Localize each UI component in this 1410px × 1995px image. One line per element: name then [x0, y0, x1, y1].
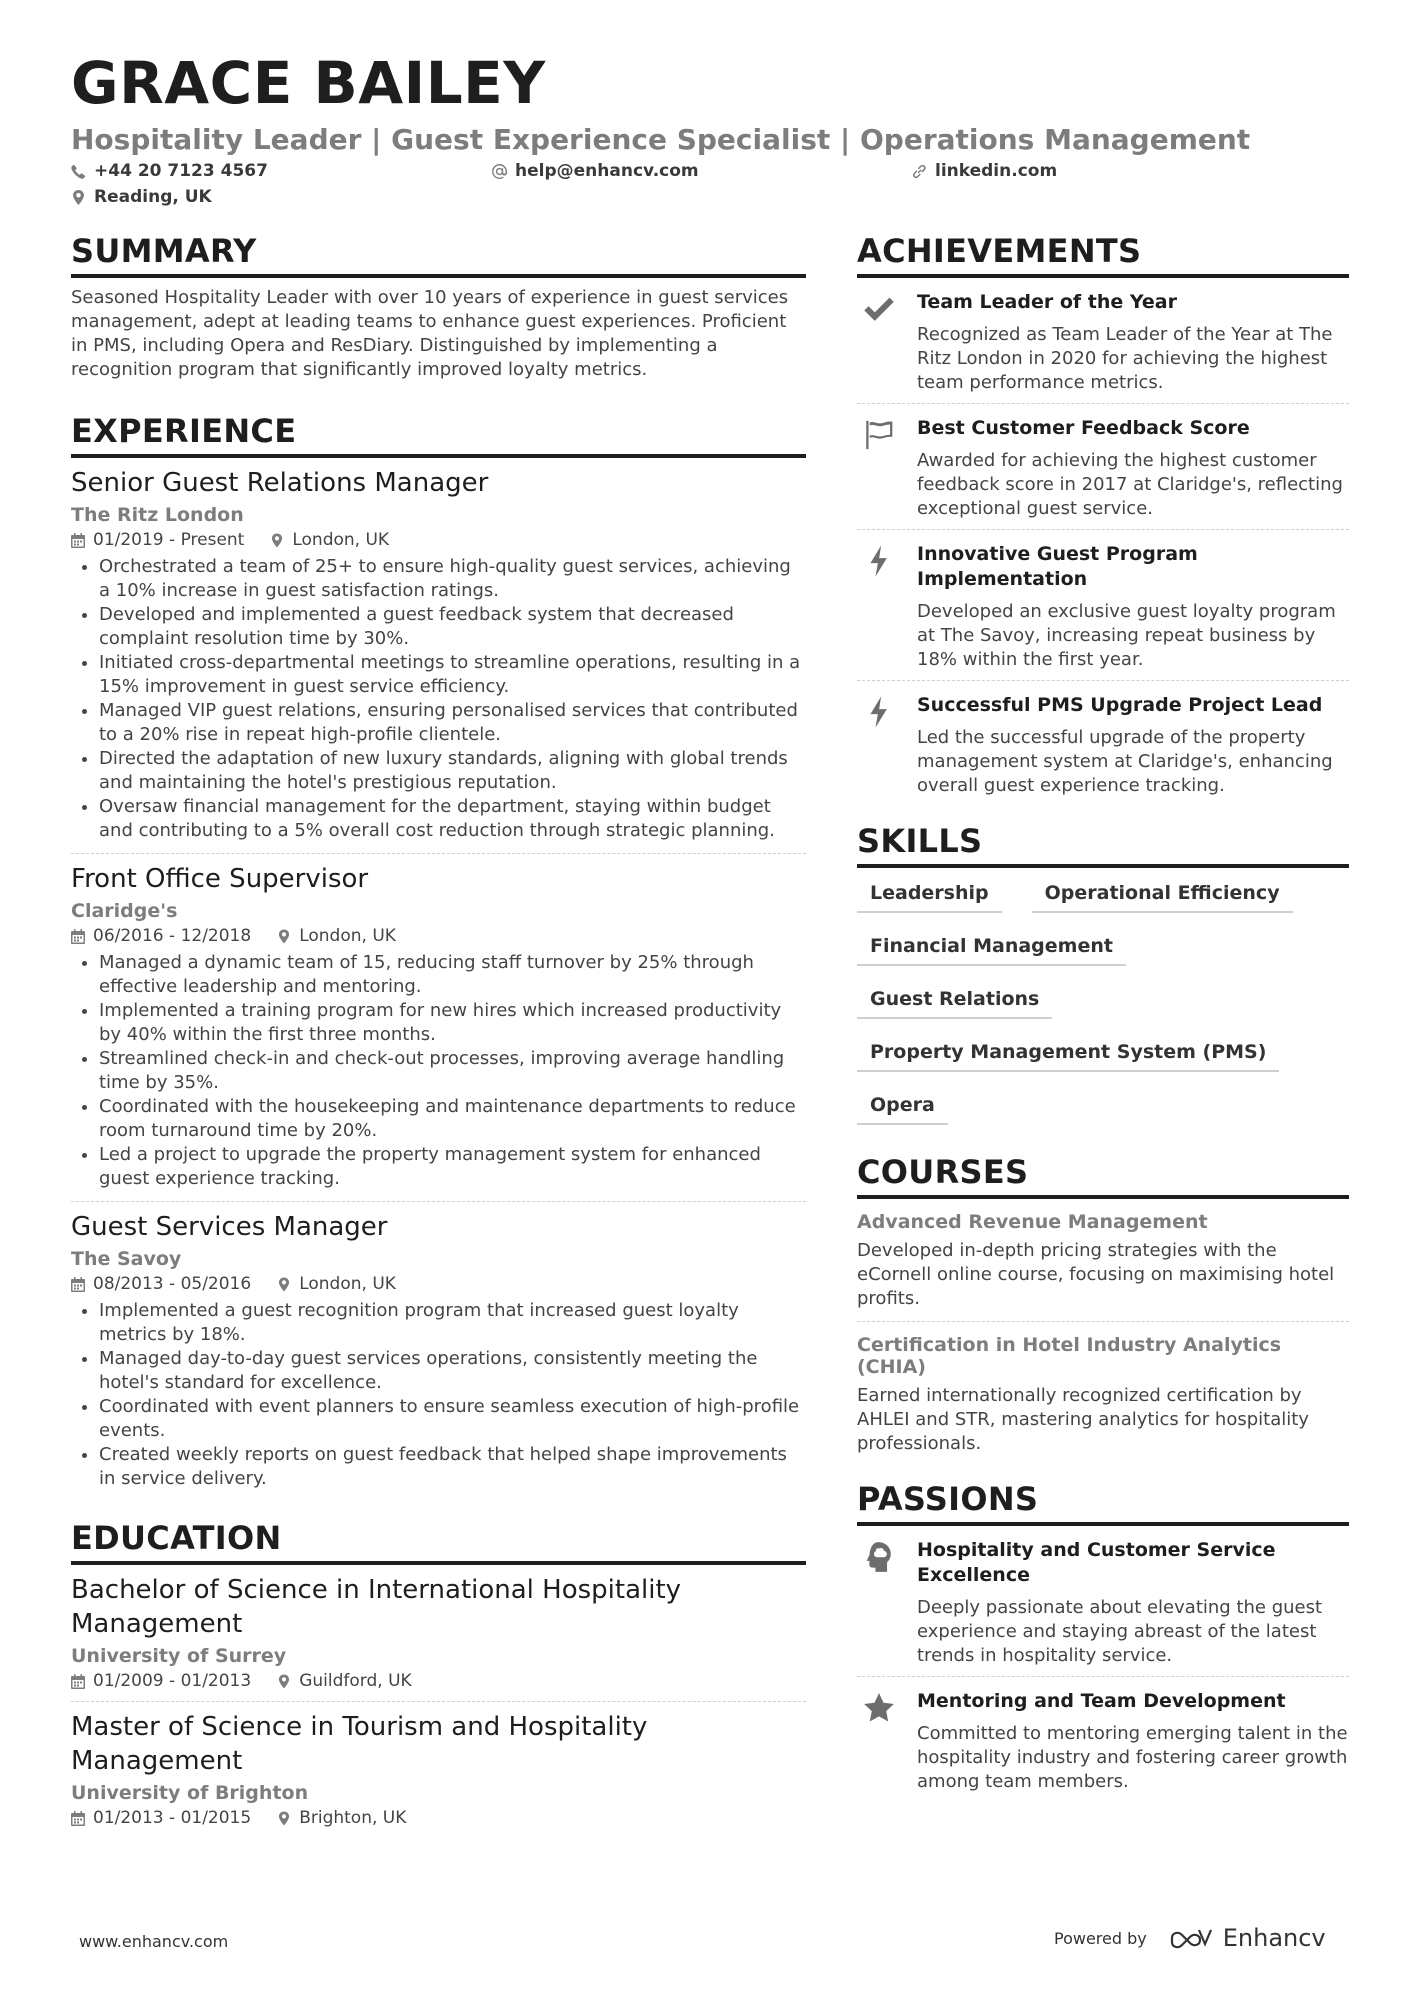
- skill-tag: Property Management System (PMS): [857, 1041, 1279, 1072]
- job-bullet: • Orchestrated a team of 25+ to ensure high-quality guest services, achieving a 10% increase in guest satisfaction ratings.: [99, 555, 806, 603]
- passion-title: Mentoring and Team Development: [917, 1690, 1286, 1712]
- education-dates-text: 01/2013 - 01/2015: [93, 1808, 252, 1828]
- achievement-item: [857, 530, 1349, 681]
- job-bullet: • Led a project to upgrade the property management system for enhanced guest experience tracking.: [99, 1143, 806, 1191]
- contact-linkedin[interactable]: [912, 161, 1057, 181]
- skill-tag: Opera: [857, 1094, 948, 1125]
- job-bullet: • Oversaw financial management for the department, staying within budget and contributing to a 5% overall cost reduction through strategic planning.: [99, 795, 806, 843]
- contact-phone[interactable]: [71, 161, 268, 181]
- skills-list: [857, 868, 1349, 1125]
- location-pin-icon: [277, 1674, 291, 1689]
- achievement-desc: Developed an exclusive guest loyalty program at The Savoy, increasing repeat business by 18% within the first year.: [917, 601, 1336, 670]
- head-icon: [862, 1540, 896, 1574]
- footer-branding: [1054, 1924, 1326, 1952]
- course-item: [857, 1322, 1349, 1466]
- achievement-item: [857, 681, 1349, 806]
- job-dates: [71, 530, 244, 550]
- passions-heading: PASSIONS: [857, 1480, 1349, 1526]
- job-bullet: • Initiated cross-departmental meetings to streamline operations, resulting in a 15% improvement in guest service efficiency.: [99, 651, 806, 699]
- course-desc: Developed in-depth pricing strategies with the eCornell online course, focusing on maximising hotel profits.: [857, 1240, 1335, 1309]
- passion-desc: Committed to mentoring emerging talent in the hospitality industry and fostering career growth among team members.: [917, 1723, 1348, 1792]
- experience-entry: [71, 854, 806, 1202]
- star-icon: [862, 1691, 896, 1725]
- email-text: help@enhancv.com: [515, 161, 699, 181]
- course-title: Advanced Revenue Management: [857, 1211, 1208, 1233]
- school-name: University of Brighton: [71, 1782, 309, 1804]
- contact-email[interactable]: [492, 161, 699, 181]
- linkedin-text: linkedin.com: [935, 161, 1058, 181]
- brand-logo[interactable]: [1169, 1924, 1326, 1952]
- brand-name: Enhancv: [1222, 1924, 1326, 1952]
- passion-item: [857, 1677, 1349, 1802]
- left-column: [71, 232, 806, 1838]
- achievement-icon-wrap: [857, 542, 901, 672]
- job-location-text: London, UK: [299, 926, 396, 946]
- lightning-icon: [862, 544, 896, 578]
- job-location: [277, 1274, 396, 1294]
- experience-heading: EXPERIENCE: [71, 412, 806, 458]
- degree-title: Master of Science in Tourism and Hospitality Management: [71, 1712, 648, 1776]
- footer-website[interactable]: www.enhancv.com: [79, 1932, 229, 1951]
- job-bullet: • Implemented a guest recognition program that increased guest loyalty metrics by 18%.: [99, 1299, 806, 1347]
- skill-tag: Guest Relations: [857, 988, 1052, 1019]
- passion-item: [857, 1526, 1349, 1677]
- enhancv-logo-icon: [1169, 1926, 1215, 1950]
- company-name: The Ritz London: [71, 504, 244, 526]
- passion-body: [917, 1538, 1349, 1668]
- calendar-icon: [71, 1277, 85, 1292]
- location-pin-icon: [277, 929, 291, 944]
- achievement-title: Innovative Guest Program Implementation: [917, 543, 1198, 590]
- achievement-desc: Led the successful upgrade of the property management system at Claridge's, enhancing overall guest experience tracking.: [917, 727, 1333, 796]
- job-title: Front Office Supervisor: [71, 864, 369, 894]
- job-bullet: • Managed VIP guest relations, ensuring personalised services that contributed to a 20% rise in repeat high-profile clientele.: [99, 699, 806, 747]
- education-meta: [71, 1808, 806, 1828]
- achievement-body: [917, 290, 1349, 395]
- education-dates: [71, 1671, 251, 1691]
- achievement-icon-wrap: [857, 416, 901, 521]
- education-heading: EDUCATION: [71, 1519, 806, 1565]
- skills-heading: SKILLS: [857, 822, 1349, 868]
- calendar-icon: [71, 929, 85, 944]
- job-title: Guest Services Manager: [71, 1212, 388, 1242]
- summary-heading: SUMMARY: [71, 232, 806, 278]
- course-item: [857, 1199, 1349, 1322]
- summary-text: Seasoned Hospitality Leader with over 10 years of experience in guest services management, adept at leading teams to enhance guest experiences. Proficient in PMS, including Opera and ResDiary. Distinguished by implementing a recognition program that significantly improved loyalty metrics.: [71, 287, 789, 380]
- phone-icon: [71, 164, 86, 179]
- achievement-desc: Awarded for achieving the highest customer feedback score in 2017 at Claridge's, reflecting exceptional guest service.: [917, 450, 1343, 519]
- skill-tag: Financial Management: [857, 935, 1126, 966]
- job-title: Senior Guest Relations Manager: [71, 468, 489, 498]
- job-bullet: • Streamlined check-in and check-out processes, improving average handling time by 35%.: [99, 1047, 806, 1095]
- passion-icon-wrap: [857, 1538, 901, 1668]
- education-dates-text: 01/2009 - 01/2013: [93, 1671, 252, 1691]
- achievement-desc: Recognized as Team Leader of the Year at The Ritz London in 2020 for achieving the highest team performance metrics.: [917, 324, 1333, 393]
- job-bullet: • Developed and implemented a guest feedback system that decreased complaint resolution time by 30%.: [99, 603, 806, 651]
- company-name: The Savoy: [71, 1248, 182, 1270]
- location-text: Reading, UK: [94, 187, 212, 207]
- achievements-heading: ACHIEVEMENTS: [857, 232, 1349, 278]
- check-icon: [862, 292, 896, 326]
- courses-section: [857, 1153, 1349, 1466]
- job-bullet: • Coordinated with the housekeeping and maintenance departments to reduce room turnaround time by 20%.: [99, 1095, 806, 1143]
- achievement-title: Team Leader of the Year: [917, 291, 1177, 313]
- lightning-icon: [862, 695, 896, 729]
- passion-title: Hospitality and Customer Service Excellence: [917, 1539, 1276, 1586]
- education-location: [277, 1808, 406, 1828]
- education-entry: [71, 1565, 806, 1702]
- candidate-title: Hospitality Leader | Guest Experience Specialist | Operations Management: [71, 123, 1251, 156]
- link-icon: [912, 164, 927, 179]
- skill-tag: Operational Efficiency: [1032, 882, 1293, 913]
- experience-entry: [71, 1202, 806, 1501]
- summary-section: [71, 232, 806, 382]
- courses-heading: COURSES: [857, 1153, 1349, 1199]
- education-location-text: Brighton, UK: [299, 1808, 407, 1828]
- passions-section: [857, 1480, 1349, 1802]
- calendar-icon: [71, 1811, 85, 1826]
- flag-icon: [862, 418, 896, 452]
- school-name: University of Surrey: [71, 1645, 287, 1667]
- contact-location: [71, 187, 212, 207]
- achievement-title: Successful PMS Upgrade Project Lead: [917, 694, 1323, 716]
- achievement-item: [857, 278, 1349, 404]
- course-title: Certification in Hotel Industry Analytics (CHIA): [857, 1334, 1282, 1378]
- achievement-body: [917, 693, 1349, 798]
- candidate-name: GRACE BAILEY: [71, 49, 546, 117]
- achievement-item: [857, 404, 1349, 530]
- education-section: [71, 1519, 806, 1838]
- education-entry: [71, 1702, 806, 1838]
- job-bullet: • Managed day-to-day guest services operations, consistently meeting the hotel's standard for excellence.: [99, 1347, 806, 1395]
- achievement-icon-wrap: [857, 693, 901, 798]
- achievement-title: Best Customer Feedback Score: [917, 417, 1250, 439]
- job-location-text: London, UK: [299, 1274, 396, 1294]
- course-desc: Earned internationally recognized certification by AHLEI and STR, mastering analytics for hospitality professionals.: [857, 1385, 1309, 1454]
- job-bullet: • Implemented a training program for new hires which increased productivity by 40% within the first three months.: [99, 999, 806, 1047]
- job-location: [277, 926, 396, 946]
- achievement-icon-wrap: [857, 290, 901, 395]
- job-location: [270, 530, 389, 550]
- location-pin-icon: [277, 1277, 291, 1292]
- company-name: Claridge's: [71, 900, 178, 922]
- passion-icon-wrap: [857, 1689, 901, 1794]
- degree-title: Bachelor of Science in International Hospitality Management: [71, 1575, 682, 1639]
- job-location-text: London, UK: [292, 530, 390, 550]
- achievements-section: [857, 232, 1349, 806]
- powered-by-label: Powered by: [1054, 1928, 1147, 1948]
- job-bullet: • Coordinated with event planners to ensure seamless execution of high-profile events.: [99, 1395, 806, 1443]
- job-dates-text: 06/2016 - 12/2018: [93, 926, 252, 946]
- calendar-icon: [71, 533, 85, 548]
- location-pin-icon: [277, 1811, 291, 1826]
- job-bullet: • Created weekly reports on guest feedback that helped shape improvements in service delivery.: [99, 1443, 806, 1491]
- education-location-text: Guildford, UK: [299, 1671, 412, 1691]
- achievement-body: [917, 416, 1349, 521]
- job-bullets: [71, 555, 806, 843]
- job-dates: [71, 926, 251, 946]
- calendar-icon: [71, 1674, 85, 1689]
- job-bullet: • Managed a dynamic team of 15, reducing staff turnover by 25% through effective leadership and mentoring.: [99, 951, 806, 999]
- education-meta: [71, 1671, 806, 1691]
- skills-section: [857, 822, 1349, 1125]
- job-dates-text: 01/2019 - Present: [93, 530, 245, 550]
- experience-entry: [71, 458, 806, 854]
- job-bullet: • Directed the adaptation of new luxury standards, aligning with global trends and maintaining the hotel's prestigious reputation.: [99, 747, 806, 795]
- job-bullets: [71, 1299, 806, 1491]
- achievement-body: [917, 542, 1349, 672]
- right-column: [857, 232, 1349, 1802]
- experience-section: [71, 412, 806, 1501]
- job-dates-text: 08/2013 - 05/2016: [93, 1274, 252, 1294]
- skill-tag: Leadership: [857, 882, 1002, 913]
- job-meta: [71, 530, 806, 550]
- phone-text: +44 20 7123 4567: [94, 161, 268, 181]
- job-dates: [71, 1274, 251, 1294]
- education-location: [277, 1671, 411, 1691]
- location-pin-icon: [270, 533, 284, 548]
- education-dates: [71, 1808, 251, 1828]
- job-meta: [71, 1274, 806, 1294]
- job-bullets: [71, 951, 806, 1191]
- at-icon: [492, 164, 507, 179]
- passion-body: [917, 1689, 1349, 1794]
- passion-desc: Deeply passionate about elevating the guest experience and staying abreast of the latest trends in hospitality service.: [917, 1597, 1323, 1666]
- location-pin-icon: [71, 190, 86, 205]
- job-meta: [71, 926, 806, 946]
